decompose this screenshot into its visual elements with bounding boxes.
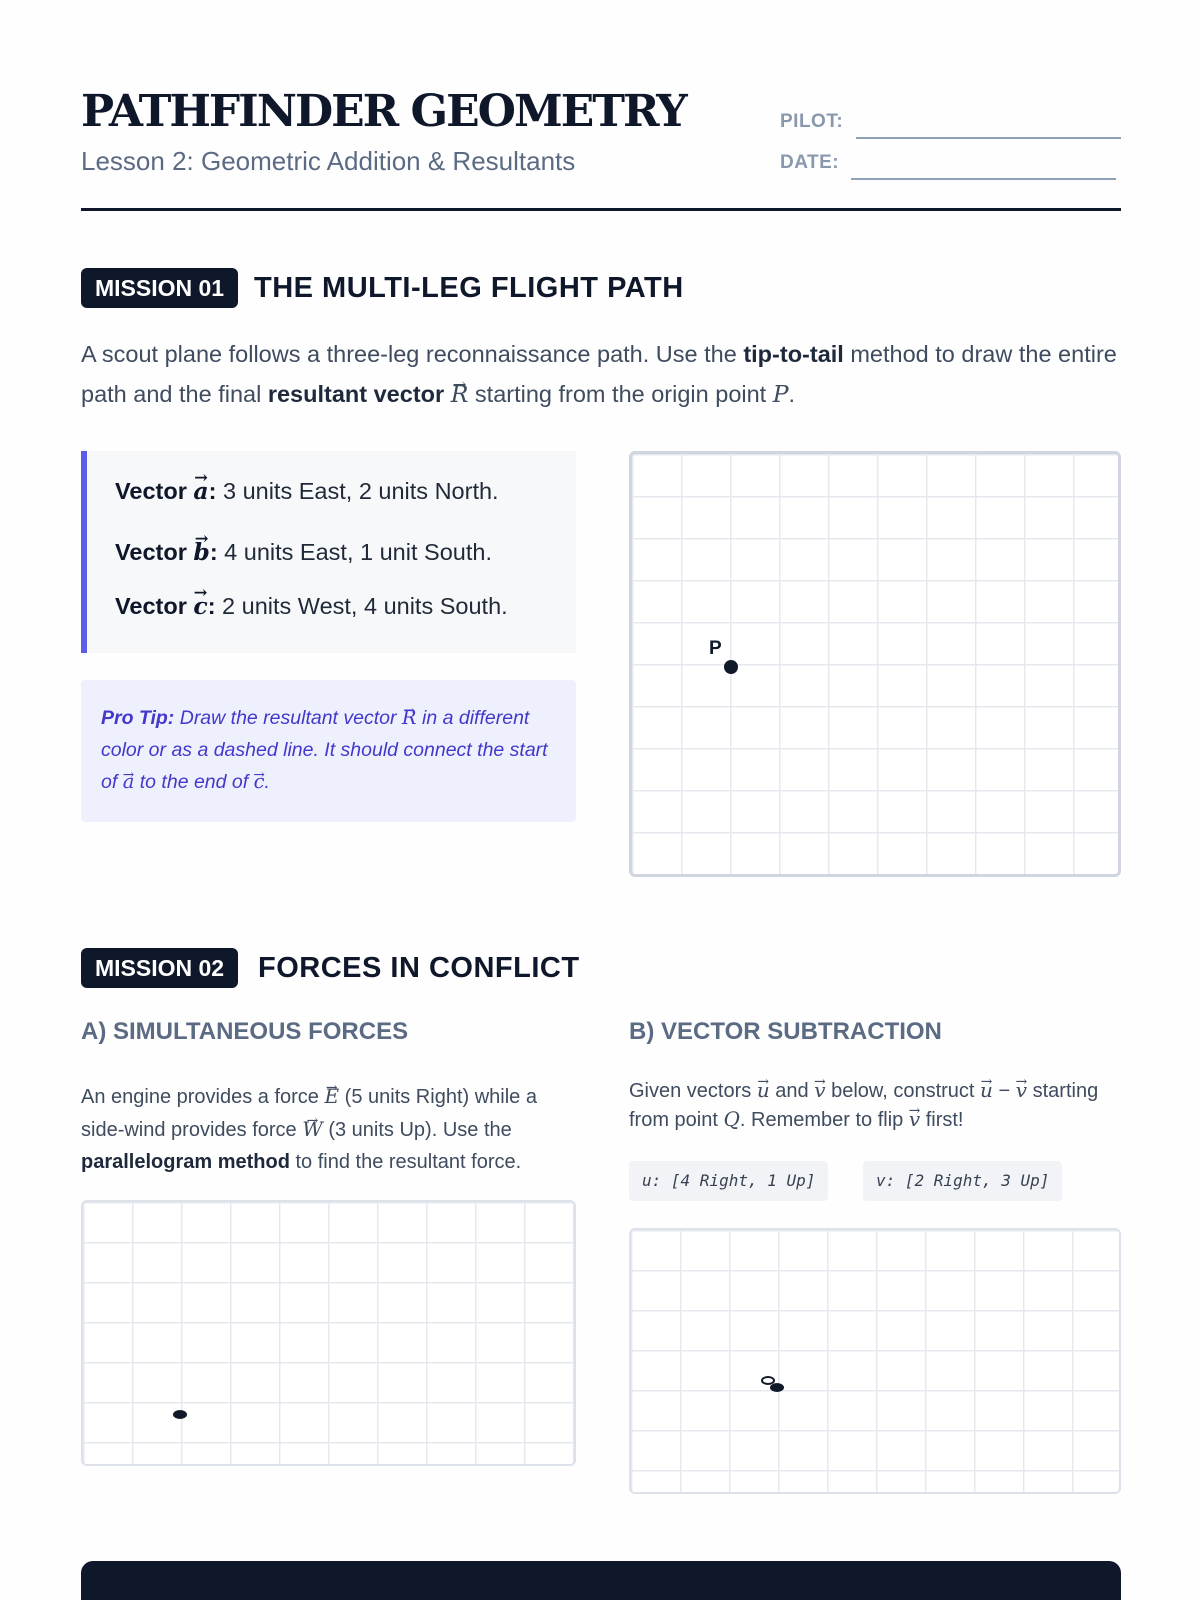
vector-c-line: Vector → c: 2 units West, 4 units South. bbox=[115, 592, 508, 620]
vector-a-line: Vector → a: 3 units East, 2 units North. bbox=[115, 477, 499, 505]
forces-origin-point bbox=[173, 1410, 187, 1419]
origin-point-p bbox=[724, 660, 738, 674]
pro-tip-box: Pro Tip: Draw the resultant vector → R in a different color or as a dashed line. It should connect the start of → a to the end of → c. bbox=[81, 680, 576, 822]
part-b-instructions: Given vectors → u and → v below, construct → u − → v starting from point Q. Remember to flip → v first! bbox=[629, 1076, 1129, 1134]
date-field[interactable] bbox=[851, 178, 1116, 180]
mission-01-title: THE MULTI-LEG FLIGHT PATH bbox=[254, 272, 684, 304]
mission-02-title: FORCES IN CONFLICT bbox=[258, 952, 580, 984]
date-label: DATE: bbox=[780, 152, 840, 173]
pilot-label: PILOT: bbox=[780, 111, 844, 132]
flight-path-grid[interactable] bbox=[629, 451, 1121, 877]
footer-bar bbox=[81, 1561, 1121, 1600]
part-a-heading: A) SIMULTANEOUS FORCES bbox=[81, 1018, 409, 1045]
pilot-name-field[interactable] bbox=[856, 137, 1121, 139]
part-a-instructions: An engine provides a force → E (5 units Right) while a side-wind provides force → W (3 units Up). Use the parallelogram method to find the resultant force. bbox=[81, 1080, 581, 1178]
origin-p-label: P bbox=[709, 638, 722, 659]
page-title: PATHFINDER GEOMETRY bbox=[81, 86, 686, 137]
part-b-heading: B) VECTOR SUBTRACTION bbox=[629, 1018, 942, 1045]
mission-01-badge: MISSION 01 bbox=[81, 268, 238, 308]
worksheet-header bbox=[81, 84, 1121, 211]
vector-b-line: Vector → b: 4 units East, 1 unit South. bbox=[115, 538, 492, 566]
vector-subtraction-grid[interactable] bbox=[629, 1228, 1121, 1494]
mission-01-instructions: A scout plane follows a three-leg reconnaissance path. Use the tip-to-tail method to draw the entire path and the final resultant vector → R starting from the origin point P. bbox=[81, 334, 1131, 414]
simultaneous-forces-grid[interactable] bbox=[81, 1200, 576, 1466]
vector-r-symbol: → R bbox=[451, 374, 469, 414]
vector-u-tag: u: [4 Right, 1 Up] bbox=[629, 1161, 828, 1201]
vector-list-box bbox=[81, 451, 576, 653]
vector-v-tag: v: [2 Right, 3 Up] bbox=[863, 1161, 1062, 1201]
mission-02-badge: MISSION 02 bbox=[81, 948, 238, 988]
point-q bbox=[770, 1383, 784, 1392]
lesson-subtitle: Lesson 2: Geometric Addition & Resultants bbox=[81, 146, 576, 176]
